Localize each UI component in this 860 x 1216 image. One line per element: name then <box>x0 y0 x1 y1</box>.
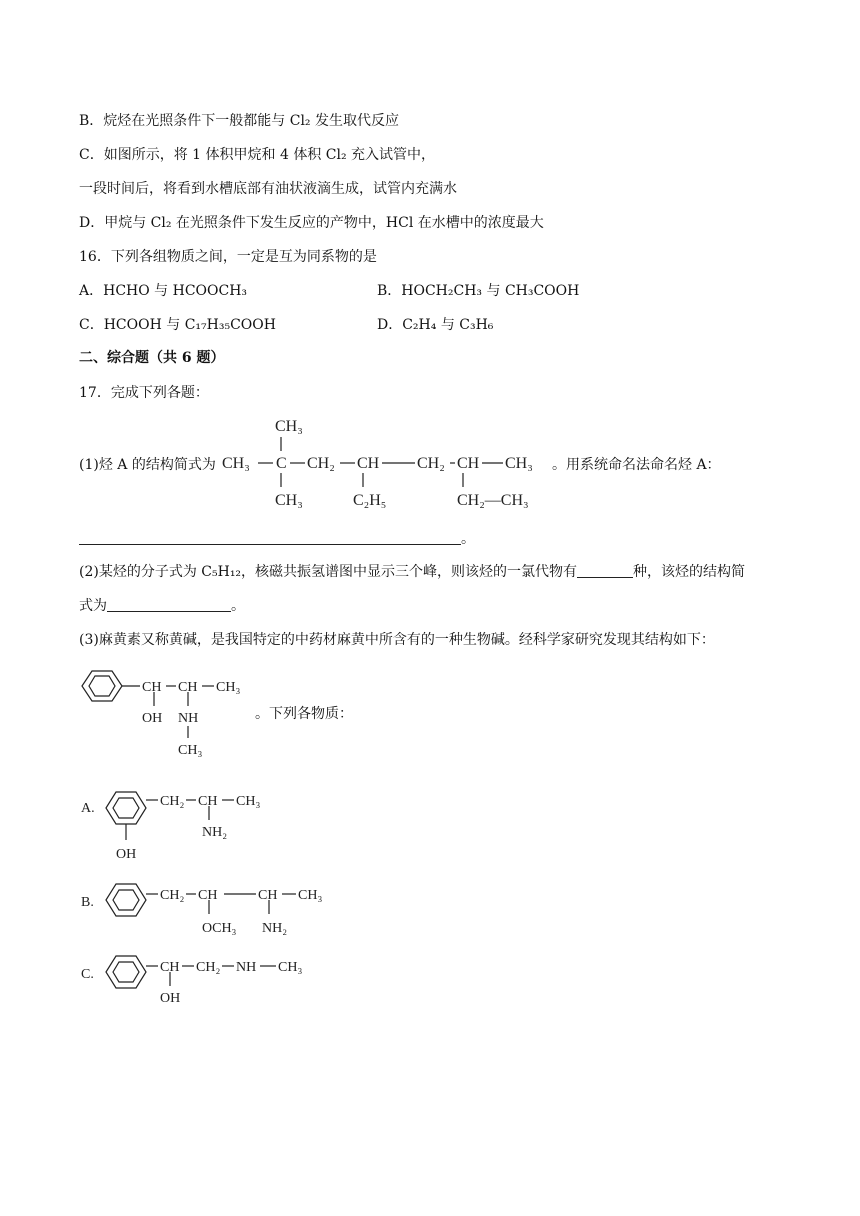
question-17: 17．完成下列各题： <box>79 385 209 401</box>
struct-a-c3: CH₂ <box>307 455 335 472</box>
q16-option-a: A．HCHO 与 HCOOCH₃ <box>79 283 248 299</box>
q16-option-c: C．HCOOH 与 C₁₇H₃₅COOH <box>79 317 276 333</box>
option-b-line: B．烷烃在光照条件下一般都能与 Cl₂ 发生取代反应 <box>79 113 399 129</box>
section-heading: 二、综合题（共 6 题） <box>79 350 225 366</box>
choice-c-ch2: CH₂ <box>196 960 221 975</box>
struct-a-bottom-ethyl-2: CH₂—CH₃ <box>457 492 529 509</box>
option-d-line: D．甲烷与 Cl₂ 在光照条件下发生反应的产物中，HCl 在水槽中的浓度最大 <box>79 215 544 231</box>
choice-c-label: C. <box>81 967 94 982</box>
choice-a-oh: OH <box>116 847 137 862</box>
q17-part2-text-c: 式为 <box>79 598 107 614</box>
eph-n-ch3: CH₃ <box>178 743 203 758</box>
answer-blank-count[interactable] <box>577 563 633 578</box>
choice-b-ch-2: CH <box>258 888 278 903</box>
choice-c-ch: CH <box>160 960 180 975</box>
struct-a-c6: CH <box>457 455 480 472</box>
struct-a-c7: CH₃ <box>505 455 533 472</box>
choice-b-och3: OCH₃ <box>202 921 237 936</box>
struct-a-c4: CH <box>357 455 380 472</box>
option-c-line-1: C．如图所示，将 1 体积甲烷和 4 体积 Cl₂ 充入试管中， <box>79 147 436 163</box>
answer-blank-structure[interactable] <box>107 597 231 612</box>
hydrocarbon-a-structure <box>220 413 550 513</box>
choice-b-ch2: CH₂ <box>160 888 185 903</box>
q17-part3-line: (3)麻黄素又称黄碱，是我国特定的中药材麻黄中所含有的一种生物碱。经科学家研究发现其结构如下： <box>79 632 715 648</box>
choice-a-ch3: CH₃ <box>236 794 261 809</box>
q17-part2-line1 <box>79 562 745 582</box>
choice-b-ch-1: CH <box>198 888 218 903</box>
choice-a-ch2: CH₂ <box>160 794 185 809</box>
eph-ch-1: CH <box>142 680 162 695</box>
struct-a-bottom-ch3: CH₃ <box>275 492 303 509</box>
q17-part1-prefix: (1)烃 A 的结构简式为 <box>79 457 216 473</box>
ephedrine-structure <box>78 668 258 760</box>
option-c-line-2: 一段时间后，将看到水槽底部有油状液滴生成，试管内充满水 <box>79 181 457 197</box>
choice-b-nh2: NH₂ <box>262 921 288 936</box>
choice-c-structure <box>78 950 348 1012</box>
struct-a-bottom-ethyl: C₂H₅ <box>353 492 387 509</box>
struct-a-c5: CH₂ <box>417 455 445 472</box>
struct-a-c2: C <box>276 455 287 472</box>
eph-oh: OH <box>142 711 163 726</box>
q17-part2-text-d: 。 <box>231 598 245 614</box>
choice-a-structure <box>78 780 298 866</box>
eph-ch-2: CH <box>178 680 198 695</box>
choice-a-ch: CH <box>198 794 218 809</box>
q17-part1-suffix: 。用系统命名法命名烃 A： <box>552 457 721 473</box>
q17-part3-suffix: 。下列各物质： <box>255 706 353 722</box>
choice-b-label: B. <box>81 895 94 910</box>
q17-part1-answer-row <box>79 529 475 549</box>
q16-option-d: D．C₂H₄ 与 C₃H₆ <box>377 317 494 333</box>
struct-a-top-ch3: CH₃ <box>275 418 303 435</box>
eph-ch3: CH₃ <box>216 680 241 695</box>
q16-option-b: B．HOCH₂CH₃ 与 CH₃COOH <box>377 283 580 299</box>
choice-a-label: A. <box>81 801 95 816</box>
choice-c-nh: NH <box>236 960 257 975</box>
q17-part2-line2 <box>79 596 245 616</box>
q17-part2-text-a: (2)某烃的分子式为 C₅H₁₂，核磁共振氢谱图中显示三个峰，则该烃的一氯代物有 <box>79 564 578 580</box>
eph-nh: NH <box>178 711 199 726</box>
choice-c-oh: OH <box>160 991 181 1006</box>
choice-b-structure <box>78 876 348 942</box>
choice-a-nh2: NH₂ <box>202 825 228 840</box>
choice-b-ch3: CH₃ <box>298 888 323 903</box>
struct-a-c1: CH₃ <box>222 455 250 472</box>
choice-c-ch3: CH₃ <box>278 960 303 975</box>
answer-blank-name[interactable] <box>79 530 461 545</box>
q17-part2-text-b: 种，该烃的结构简 <box>633 564 746 580</box>
question-16: 16．下列各组物质之间，一定是互为同系物的是 <box>79 249 377 265</box>
q17-part1-end: 。 <box>461 531 475 547</box>
